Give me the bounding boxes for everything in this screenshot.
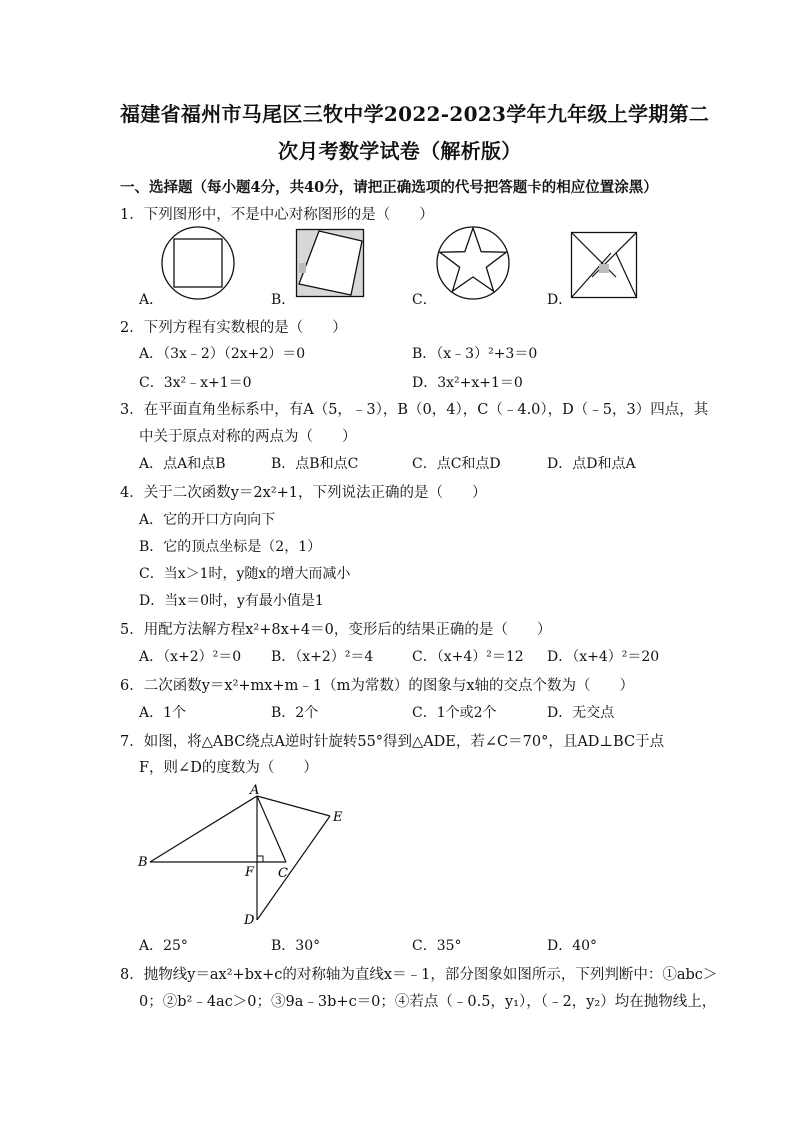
question-4-option-c: C．当x＞1时，y随x的增大而减小: [139, 566, 351, 582]
paper-title-line2: 次月考数学试卷（解析版）: [278, 139, 522, 163]
question-1-stem: 1．下列图形中，不是中心对称图形的是（ ）: [120, 207, 434, 223]
label-a: A: [250, 783, 260, 798]
question-5-option-d: D．（x+4）²＝20: [547, 649, 660, 665]
question-2-option-b: B．（x﹣3）²+3＝0: [412, 346, 538, 362]
question-5-option-a: A．（x+2）²＝0: [139, 649, 242, 665]
question-4-option-d: D．当x＝0时，y有最小值是1: [139, 593, 324, 609]
question-8-stem-line1: 8．抛物线y＝ax²+bx+c的对称轴为直线x＝﹣1，部分图象如图所示，下列判断中：①abc＞: [120, 967, 718, 983]
label-e: E: [333, 810, 343, 825]
question-7-stem-line1: 7．如图，将△ABC绕点A逆时针旋转55°得到△ADE，若∠C＝70°，且AD⊥BC于点: [120, 734, 665, 750]
rotated-triangle-diagram: [130, 780, 360, 930]
square-with-rotated-square-icon: [296, 229, 364, 297]
question-5-option-b: B．（x+2）²＝4: [271, 649, 374, 665]
question-1-option-b: B．: [271, 292, 296, 308]
question-2-option-d: D．3x²+x+1＝0: [412, 375, 523, 391]
question-7-stem-line2: F，则∠D的度数为（ ）: [139, 760, 318, 776]
question-1-option-d: D．: [547, 292, 573, 308]
question-7-option-c: C．35°: [412, 938, 462, 954]
question-6-stem: 6．二次函数y＝x²+mx+m﹣1（m为常数）的图象与x轴的交点个数为（ ）: [120, 678, 635, 694]
question-6-option-c: C．1个或2个: [412, 705, 497, 721]
section-heading: 一、选择题（每小题4分，共40分，请把正确选项的代号把答题卡的相应位置涂黑）: [120, 179, 658, 196]
question-3-option-b: B．点B和点C: [271, 456, 359, 472]
question-1-option-a: A．: [139, 292, 164, 308]
question-3-option-c: C．点C和点D: [412, 456, 501, 472]
circle-with-inscribed-square-icon: [161, 226, 235, 300]
question-2-option-c: C．3x²﹣x+1＝0: [139, 375, 252, 391]
label-c: C: [278, 866, 288, 881]
right-angle-mark: [257, 856, 263, 862]
paper-title-line1: 福建省福州市马尾区三牧中学2022-2023学年九年级上学期第二: [120, 102, 710, 126]
square-pinwheel-icon: [571, 232, 637, 298]
label-b: B: [138, 855, 148, 870]
question-7-option-d: D．40°: [547, 938, 598, 954]
question-6-option-b: B．2个: [271, 705, 319, 721]
question-1-option-c: C．: [412, 292, 437, 308]
question-6-option-a: A．1个: [139, 705, 187, 721]
question-3-option-a: A．点A和点B: [139, 456, 226, 472]
question-3-option-d: D．点D和点A: [547, 456, 636, 472]
question-7-option-a: A．25°: [139, 938, 188, 954]
question-6-option-d: D．无交点: [547, 705, 615, 721]
question-2-option-a: A．（3x﹣2）（2x+2）＝0: [139, 346, 306, 362]
question-4-option-a: A．它的开口方向向下: [139, 512, 276, 528]
segment-ab: [150, 796, 257, 862]
question-5-stem: 5．用配方法解方程x²+8x+4＝0，变形后的结果正确的是（ ）: [120, 622, 552, 638]
segment-de: [257, 816, 330, 920]
question-3-stem-line1: 3．在平面直角坐标系中，有A（5，﹣3），B（0，4），C（﹣4.0），D（﹣5，3）四点，其: [120, 402, 709, 418]
question-5-option-c: C．（x+4）²＝12: [412, 649, 524, 665]
question-3-stem-line2: 中关于原点对称的两点为（ ）: [139, 429, 357, 445]
segment-ae: [257, 796, 330, 816]
question-8-stem-line2: 0；②b²﹣4ac＞0；③9a﹣3b+c＝0；④若点（﹣0.5，y₁），（﹣2，y₂）均在抛物线上，: [139, 994, 717, 1010]
question-7-option-b: B．30°: [271, 938, 321, 954]
label-d: D: [244, 913, 255, 928]
question-4-option-b: B．它的顶点坐标是（2，1）: [139, 539, 322, 555]
label-f: F: [245, 865, 255, 880]
question-2-stem: 2．下列方程有实数根的是（ ）: [120, 320, 347, 336]
segment-ac: [257, 796, 286, 862]
question-4-stem: 4．关于二次函数y＝2x²+1，下列说法正确的是（ ）: [120, 485, 487, 501]
circle-with-star-icon: [436, 226, 510, 300]
